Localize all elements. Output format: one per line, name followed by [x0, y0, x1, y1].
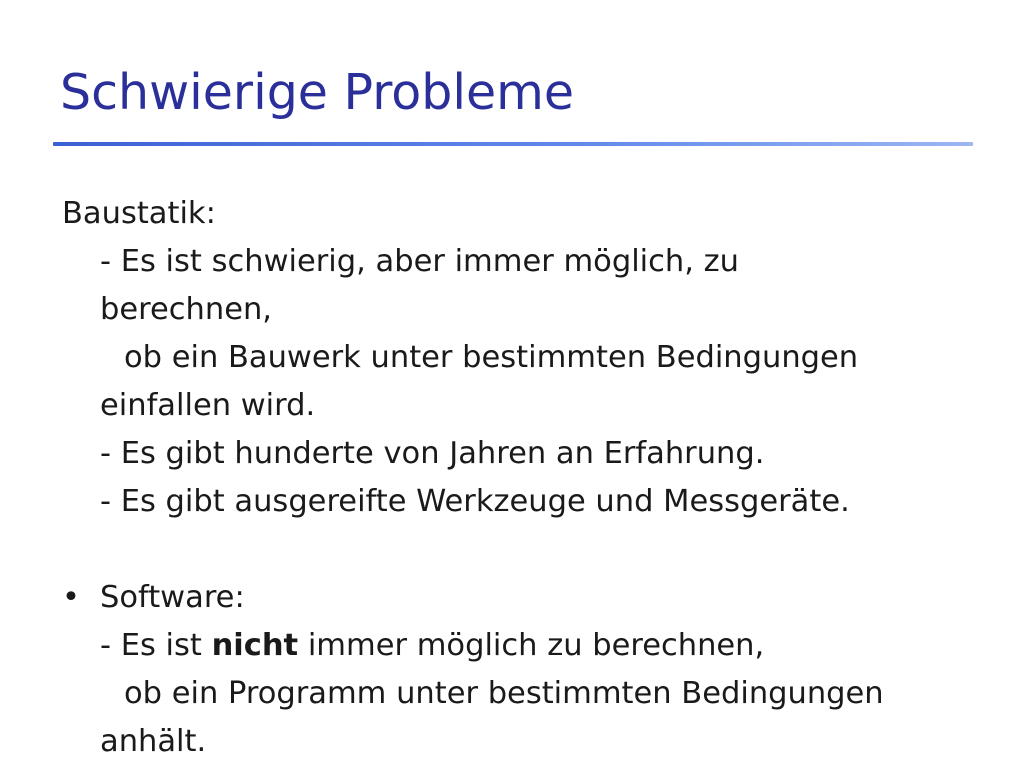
slide-body — [62, 190, 1012, 766]
software-line-1-prefix: - Es ist — [100, 628, 212, 663]
software-line-2: ob ein Programm unter bestimmten Bedingungen — [124, 676, 884, 711]
software-section — [62, 574, 1012, 766]
emphasis-text: nicht — [211, 628, 299, 663]
baustatik-line-3: ob ein Bauwerk unter bestimmten Bedingungen — [124, 340, 859, 375]
baustatik-heading: Baustatik: — [62, 196, 216, 231]
bullet-icon: • — [62, 580, 80, 615]
software-heading: Software: — [100, 580, 245, 615]
baustatik-line-4: einfallen wird. — [100, 388, 316, 423]
baustatik-line-1: - Es ist schwierig, aber immer möglich, zu — [100, 244, 739, 279]
baustatik-section — [62, 190, 1012, 526]
software-lines — [100, 622, 1012, 766]
software-line-3: anhält. — [100, 724, 207, 759]
baustatik-line-5: - Es gibt hunderte von Jahren an Erfahrung. — [100, 436, 765, 471]
title-divider — [53, 142, 973, 146]
slide-title: Schwierige Probleme — [60, 64, 574, 121]
baustatik-lines — [62, 238, 1012, 526]
baustatik-line-6: - Es gibt ausgereifte Werkzeuge und Messgeräte. — [100, 484, 850, 519]
baustatik-line-2: berechnen, — [100, 292, 272, 327]
section-spacer — [62, 526, 1012, 574]
software-line-1 — [100, 622, 1012, 670]
software-line-1-suffix: immer möglich zu berechnen, — [298, 628, 765, 663]
